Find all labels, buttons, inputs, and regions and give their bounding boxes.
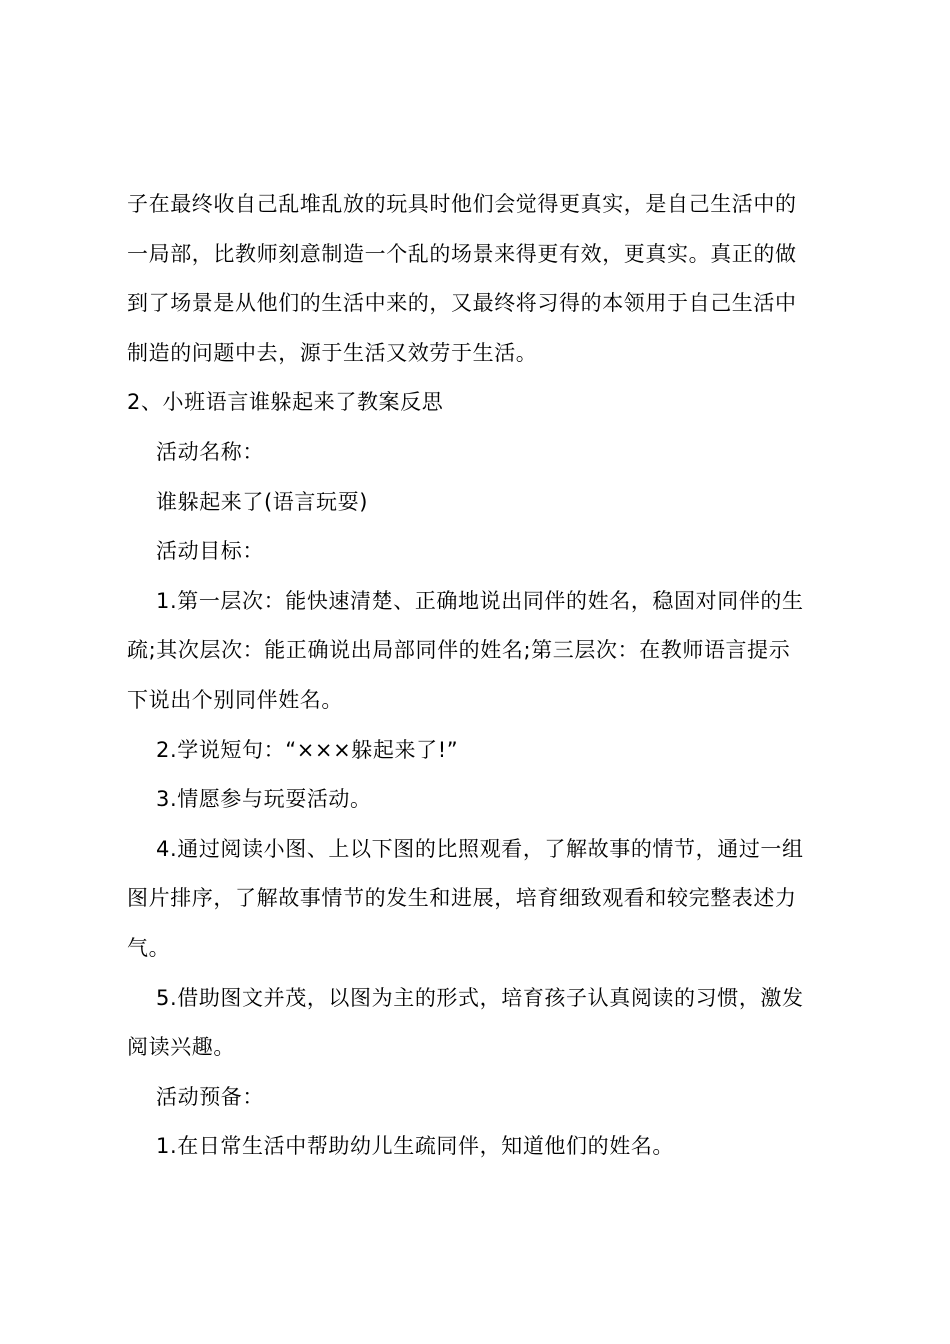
text-line: 子在最终收自己乱堆乱放的玩具时他们会觉得更真实，是自己生活中的: [127, 192, 797, 216]
text-line: 图片排序，了解故事情节的发生和进展，培育细致观看和较完整表述力: [127, 886, 797, 911]
text-line: 1.在日常生活中帮助幼儿生疏同伴，知道他们的姓名。: [156, 1134, 675, 1159]
text-line: 一局部，比教师刻意制造一个乱的场景来得更有效，更真实。真正的做: [127, 241, 797, 266]
text-line: 谁躲起来了(语言玩耍): [156, 489, 368, 514]
text-line: 4.通过阅读小图、上以下图的比照观看，了解故事的情节，通过一组: [156, 836, 804, 861]
text-line: 2.学说短句：“×××躲起来了!”: [156, 737, 459, 762]
text-line: 制造的问题中去，源于生活又效劳于生活。: [127, 340, 538, 365]
section-heading: 2、小班语言谁躲起来了教案反思: [127, 390, 444, 415]
text-line: 阅读兴趣。: [127, 1035, 235, 1060]
text-line: 到了场景是从他们的生活中来的，又最终将习得的本领用于自己生活中: [127, 291, 797, 316]
text-line: 疏;其次层次：能正确说出局部同伴的姓名;第三层次：在教师语言提示: [127, 638, 791, 663]
text-line: 活动预备：: [156, 1084, 264, 1109]
text-line: 3.情愿参与玩耍活动。: [156, 787, 372, 812]
text-line: 气。: [127, 935, 171, 960]
text-line: 活动名称：: [156, 439, 264, 464]
text-line: 1.第一层次：能快速清楚、正确地说出同伴的姓名，稳固对同伴的生: [156, 588, 804, 613]
text-line: 5.借助图文并茂，以图为主的形式，培育孩子认真阅读的习惯，激发: [156, 985, 804, 1010]
document-body: [127, 180, 833, 1172]
text-line: 活动目标：: [156, 539, 264, 564]
text-line: 下说出个别同伴姓名。: [127, 687, 343, 712]
